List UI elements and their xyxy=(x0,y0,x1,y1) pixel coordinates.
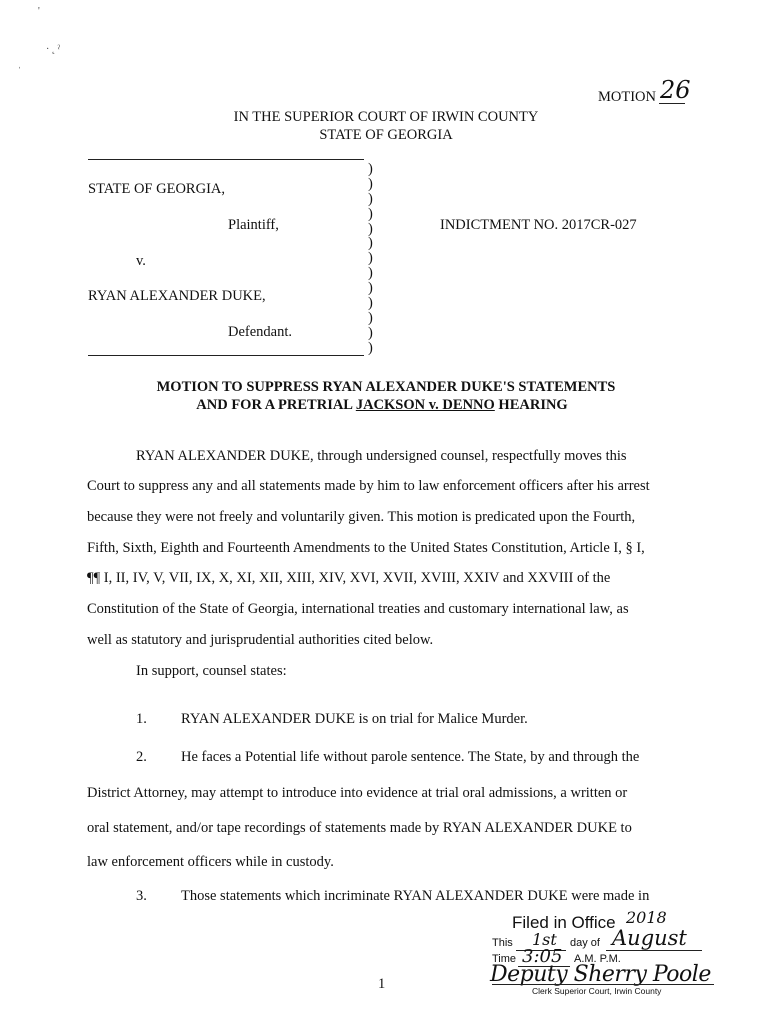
court-state-line xyxy=(0,126,768,144)
scan-speck: ' xyxy=(38,6,40,17)
caption-paren: ) xyxy=(368,220,373,237)
court-heading xyxy=(0,108,768,126)
intro-line-5: ¶¶ I, II, IV, V, VII, IX, X, XI, XII, XIII, XIV, XVI, XVII, XVIII, XXIV and XXVIII of the xyxy=(87,570,611,586)
case-citation: JACKSON v. DENNO xyxy=(355,397,495,413)
caption-paren: ) xyxy=(368,190,373,207)
intro-line-7: well as statutory and jurisprudential authorities cited below. xyxy=(87,632,434,648)
court-name: IN THE SUPERIOR COURT OF IRWIN COUNTY xyxy=(233,109,539,125)
filed-stamp xyxy=(488,908,718,1008)
item-text: Those statements which incriminate RYAN ALEXANDER DUKE were made in xyxy=(181,888,650,904)
caption-bottom-rule xyxy=(88,355,364,356)
item-number: 3. xyxy=(136,888,147,904)
motion-title-text1: MOTION TO SUPPRESS RYAN ALEXANDER DUKE'S STATEMENTS xyxy=(156,379,616,395)
motion-number-underline xyxy=(659,103,685,104)
caption-paren-column xyxy=(368,162,373,356)
filed-year: 2018 xyxy=(626,908,667,927)
motion-title-line1 xyxy=(0,378,768,396)
intro-line-2: Court to suppress any and all statements made by him to law enforcement officers after his arrest xyxy=(87,478,650,494)
court-state: STATE OF GEORGIA xyxy=(319,127,453,143)
stamp-time-value: 3:05 xyxy=(522,946,563,967)
intro-line-1: RYAN ALEXANDER DUKE, through undersigned counsel, respectfully moves this xyxy=(136,448,627,464)
caption-paren: ) xyxy=(368,161,373,177)
caption-paren: ) xyxy=(368,309,373,326)
intro-line-3: because they were not freely and voluntarily given. This motion is predicated upon the Fourth, xyxy=(87,509,636,525)
item-number: 1. xyxy=(136,711,147,727)
defendant-role: Defendant. xyxy=(228,324,293,340)
stamp-clerk-title: Clerk Superior Court, Irwin County xyxy=(532,986,662,996)
caption-paren: ) xyxy=(368,295,373,312)
stamp-ampm: A.M. P.M. xyxy=(574,953,621,965)
plaintiff-name: STATE OF GEORGIA, xyxy=(88,181,225,197)
motion-number-handwritten: 26 xyxy=(660,76,691,104)
stamp-day-of: day of xyxy=(570,937,600,949)
stamp-month-line xyxy=(606,950,702,951)
motion-title-line2 xyxy=(0,396,768,414)
plaintiff-role: Plaintiff, xyxy=(228,217,279,233)
scan-speck: ˌ xyxy=(18,58,22,69)
motion-title-suffix: HEARING xyxy=(494,397,568,413)
item-text: RYAN ALEXANDER DUKE is on trial for Malice Murder. xyxy=(181,711,528,727)
stamp-month: August xyxy=(612,926,687,950)
stamp-signature-line xyxy=(492,984,714,985)
defendant-name: RYAN ALEXANDER DUKE, xyxy=(88,288,266,304)
caption-paren: ) xyxy=(368,205,373,222)
stamp-this: This xyxy=(492,937,513,949)
item-text: oral statement, and/or tape recordings of statements made by RYAN ALEXANDER DUKE to xyxy=(87,820,632,836)
item-text: District Attorney, may attempt to introduce into evidence at trial oral admissions, a written or xyxy=(87,785,628,801)
scan-speck: · ˛ ˀ xyxy=(46,44,61,55)
motion-label: MOTION xyxy=(598,89,656,105)
intro-line-4: Fifth, Sixth, Eighth and Fourteenth Amendments to the United States Constitution, Article I, § I, xyxy=(87,540,645,556)
support-line: In support, counsel states: xyxy=(136,663,287,679)
item-number: 2. xyxy=(136,749,147,765)
indictment-number: INDICTMENT NO. 2017CR-027 xyxy=(440,217,637,233)
caption-paren: ) xyxy=(368,339,373,356)
motion-title-prefix: AND FOR A PRETRIAL xyxy=(196,397,356,413)
caption-paren: ) xyxy=(368,324,373,341)
caption-top-rule xyxy=(88,159,364,160)
filed-in-office: Filed in Office xyxy=(512,913,616,932)
caption-paren: ) xyxy=(368,235,373,252)
stamp-time-label: Time xyxy=(492,953,517,965)
item-text: law enforcement officers while in custody. xyxy=(87,854,334,870)
caption-paren: ) xyxy=(368,265,373,282)
caption-paren: ) xyxy=(368,280,373,297)
clerk-signature: Deputy Sherry Poole xyxy=(490,962,711,987)
intro-line-6: Constitution of the State of Georgia, international treaties and customary international law, as xyxy=(87,601,629,617)
stamp-day-value: 1st xyxy=(532,930,557,949)
caption-paren: ) xyxy=(368,250,373,267)
versus: v. xyxy=(136,253,146,269)
caption-paren: ) xyxy=(368,175,373,192)
item-text: He faces a Potential life without parole sentence. The State, by and through the xyxy=(181,749,640,765)
page-number: 1 xyxy=(378,976,386,992)
